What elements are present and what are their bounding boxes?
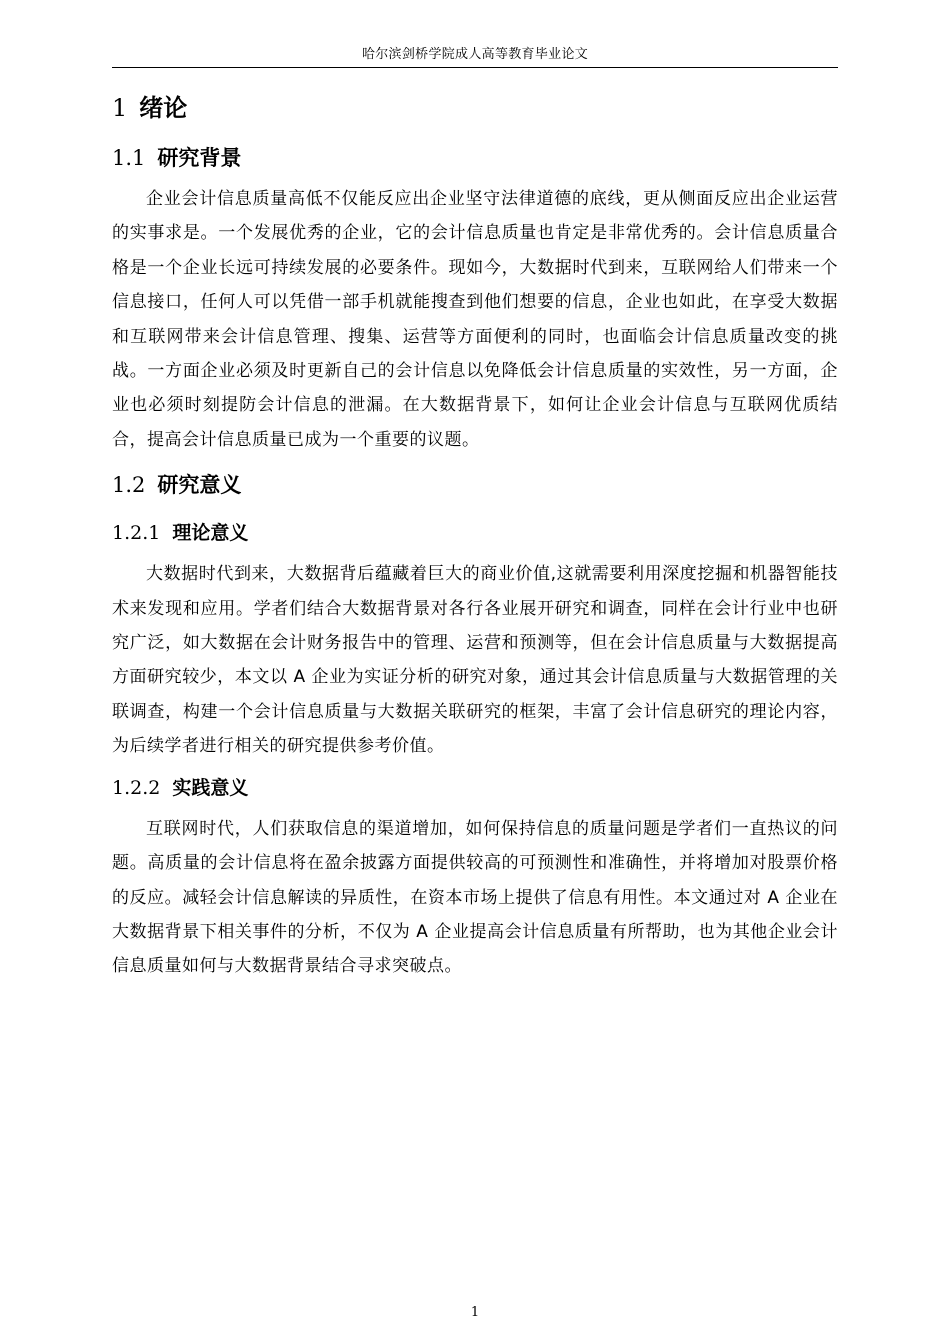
subsection-heading-1-2-2 bbox=[112, 764, 838, 812]
section-heading-1-1 bbox=[112, 134, 838, 182]
section-title: 研究意义 bbox=[157, 473, 242, 498]
subsection-number: 1.2.1 bbox=[112, 522, 161, 545]
chapter-number: 1 bbox=[112, 94, 128, 122]
page-number: 1 bbox=[470, 1305, 480, 1320]
section-title: 研究背景 bbox=[157, 146, 242, 170]
paragraph-theoretical-significance: 大数据时代到来，大数据背后蕴藏着巨大的商业价值,这就需要利用深度挖掘和机器智能技术来发现和应用。学者们结合大数据背景对各行各业展开研究和调查，同样在会计行业中也研究广泛，如大数据在会计财务报告中的管理、运营和预测等，但在会计信息质量与大数据提高方面研究较少，本文以 A 企业为实证分析的研究对象，通过其会计信息质量与大数据管理的关联调查，构建一个会计信息质量与大数据关联研究的框架，丰富了会计信息研究的理论内容，为后续学者进行相关的研究提供参考价值。 bbox=[112, 564, 838, 757]
chapter-heading bbox=[112, 86, 838, 130]
paragraph-practical-significance: 互联网时代，人们获取信息的渠道增加，如何保持信息的质量问题是学者们一直热议的问题。高质量的会计信息将在盈余披露方面提供较高的可预测性和准确性，并将增加对股票价格的反应。减轻会计信息解读的异质性，在资本市场上提供了信息有用性。本文通过对 A 企业在大数据背景下相关事件的分析，不仅为 A 企业提高会计信息质量有所帮助，也为其他企业会计信息质量如何与大数据背景结合寻求突破点。 bbox=[112, 818, 838, 977]
subsection-title: 实践意义 bbox=[172, 776, 249, 799]
subsection-heading-1-2-1 bbox=[112, 509, 838, 557]
subsection-number: 1.2.2 bbox=[112, 776, 161, 799]
section-heading-1-2 bbox=[112, 461, 838, 509]
page-header-title: 哈尔滨剑桥学院成人高等教育毕业论文 bbox=[361, 47, 589, 62]
document-body bbox=[112, 86, 838, 984]
section-number: 1.1 bbox=[112, 146, 146, 170]
header-divider bbox=[112, 67, 838, 68]
section-number: 1.2 bbox=[112, 473, 146, 498]
subsection-title: 理论意义 bbox=[172, 522, 249, 545]
paragraph-research-background: 企业会计信息质量高低不仅能反应出企业坚守法律道德的底线，更从侧面反应出企业运营的实事求是。一个发展优秀的企业，它的会计信息质量也肯定是非常优秀的。会计信息质量合格是一个企业长远可持续发展的必要条件。现如今，大数据时代到来，互联网给人们带来一个信息接口，任何人可以凭借一部手机就能搜查到他们想要的信息，企业也如此，在享受大数据和互联网带来会计信息管理、搜集、运营等方面便利的同时，也面临会计信息质量改变的挑战。一方面企业必须及时更新自己的会计信息以免降低会计信息质量的实效性，另一方面，企业也必须时刻提防会计信息的泄漏。在大数据背景下，如何让企业会计信息与互联网优质结合，提高会计信息质量已成为一个重要的议题。 bbox=[112, 189, 838, 450]
chapter-title: 绪论 bbox=[139, 94, 188, 122]
